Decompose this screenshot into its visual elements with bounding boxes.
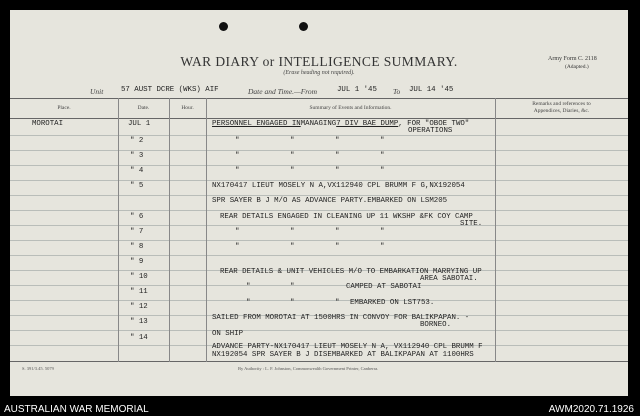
ditto-mark: " (235, 228, 240, 236)
ditto-mark: " (235, 167, 240, 175)
date-from-value: JUL 1 '45 (337, 86, 377, 94)
date-cell: " 6 (130, 213, 144, 221)
row-rule (10, 165, 628, 166)
ditto-mark: " (290, 167, 295, 175)
ditto-mark: " (235, 152, 240, 160)
column-divider (118, 98, 119, 362)
summary-line: ADVANCE PARTY-NX170417 LIEUT MOSELY N A, VX112940 CPL BRUMM F (212, 343, 483, 351)
row-rule (10, 180, 628, 181)
summary-line: REAR DETAILS & UNIT VEHICLES M/O TO EMBARKATION MARRYING UP (220, 268, 482, 276)
row-rule (10, 285, 628, 286)
date-cell: " 4 (130, 167, 144, 175)
date-to-label: To (393, 87, 401, 96)
summary-line: SITE. (460, 220, 483, 228)
form-subtitle: (Erase heading not required). (283, 70, 355, 76)
ditto-mark: " (290, 243, 295, 251)
summary-fragment: , FOR "OBOE TWO" (398, 120, 470, 128)
war-diary-page (10, 10, 628, 396)
ditto-mark: " (290, 137, 295, 145)
punch-hole-left (219, 22, 228, 31)
date-cell: " 13 (130, 318, 148, 326)
summary-line: NX192054 SPR SAYER B J DISEMBARKED AT BALIKPAPAN AT 1100HRS (212, 351, 474, 359)
header-bottom-rule (10, 118, 628, 119)
ditto-mark: " (335, 228, 340, 236)
caption-accession-number: AWM2020.71.1926 (548, 404, 634, 415)
column-divider (169, 98, 170, 362)
unit-value: 57 AUST DCRE (WKS) AIF (121, 86, 219, 94)
summary-line: ON SHIP (212, 330, 244, 338)
column-header-hour: Hour. (181, 105, 194, 111)
date-cell: " 12 (130, 303, 148, 311)
date-cell: " 3 (130, 152, 144, 160)
summary-line: REAR DETAILS ENGAGED IN CLEANING UP 11 WKSHP &FK COY CAMP (220, 213, 473, 221)
ditto-mark: " (380, 137, 385, 145)
row-rule (10, 240, 628, 241)
column-divider (206, 98, 207, 362)
ditto-mark: " (290, 283, 295, 291)
row-rule (10, 255, 628, 256)
ditto-mark: " (380, 167, 385, 175)
row-rule (10, 210, 628, 211)
ditto-mark: " (235, 137, 240, 145)
ditto-mark: " (246, 283, 251, 291)
form-adapted-note: (Adapted.) (565, 64, 589, 70)
date-cell: " 11 (130, 288, 148, 296)
summary-line: AREA SABOTAI. (420, 275, 478, 283)
date-to-value: JUL 14 '45 (409, 86, 454, 94)
ditto-mark: " (335, 137, 340, 145)
date-cell: " 14 (130, 334, 148, 342)
unit-label: Unit (90, 87, 104, 96)
column-header-summary: Summary of Events and Information. (309, 105, 392, 111)
summary-fragment: PERSONNEL ENGAGED IN (212, 120, 301, 128)
date-cell: " 2 (130, 137, 144, 145)
row-rule (10, 195, 628, 196)
summary-fragment: MANAGING (300, 120, 337, 128)
date-cell: " 10 (130, 273, 148, 281)
form-title: WAR DIARY or INTELLIGENCE SUMMARY. (180, 54, 458, 69)
column-divider (495, 98, 496, 362)
date-cell: " 9 (130, 258, 144, 266)
row-rule (10, 150, 628, 151)
summary-line: SPR SAYER B J M/O AS ADVANCE PARTY.EMBARKED ON LSM205 (212, 197, 448, 205)
column-header-remarks (495, 101, 628, 115)
row-rule (10, 330, 628, 331)
summary-line: OPERATIONS (408, 127, 453, 135)
row-rule (10, 300, 628, 301)
summary-line: BORNEO. (420, 321, 452, 329)
ditto-mark: " (290, 228, 295, 236)
ditto-mark: " (290, 299, 295, 307)
ditto-mark: " (246, 299, 251, 307)
ditto-mark: " (335, 243, 340, 251)
punch-hole-right (299, 22, 308, 31)
date-cell: " 7 (130, 228, 144, 236)
date-cell: JUL 1 (128, 120, 151, 128)
ditto-mark: " (380, 228, 385, 236)
date-cell: " 8 (130, 243, 144, 251)
table-bottom-rule (10, 361, 628, 362)
form-number: Army Form C. 2118 (548, 56, 597, 62)
summary-line: EMBARKED ON LST753. (350, 299, 435, 307)
row-rule (10, 135, 628, 136)
footer-authority: By Authority : L. F. Johnston, Commonwealth Government Printer, Canberra. (238, 366, 379, 371)
ditto-mark: " (380, 152, 385, 160)
date-cell: " 5 (130, 182, 144, 190)
place-cell: MOROTAI (32, 120, 64, 128)
footer-print-ref: S. 391/3.45. 5079 (22, 366, 54, 371)
ditto-mark: " (335, 167, 340, 175)
ditto-mark: " (335, 299, 340, 307)
ditto-mark: " (335, 152, 340, 160)
remarks-header-line: Appendices, Diaries, &c. (533, 108, 590, 114)
summary-line: SAILED FROM MOROTAI AT 1500HRS IN CONVOY FOR BALIKPAPAN. - (212, 314, 470, 322)
summary-line: CAMPED AT SABOTAI (346, 283, 422, 291)
table-top-rule (10, 98, 628, 99)
summary-line: NX170417 LIEUT MOSELY N A,VX112940 CPL BRUMM F G,NX192054 (212, 182, 465, 190)
summary-fragment: 7 DIV BAE DUMP (336, 120, 399, 128)
caption-institution: AUSTRALIAN WAR MEMORIAL (4, 404, 149, 415)
column-header-place: Place. (57, 105, 71, 111)
column-header-date: Date. (137, 105, 150, 111)
remarks-header-line: Remarks and references to (532, 101, 591, 107)
row-rule (10, 225, 628, 226)
date-label: Date and Time.—From (248, 87, 318, 96)
ditto-mark: " (290, 152, 295, 160)
ditto-mark: " (380, 243, 385, 251)
ditto-mark: " (235, 243, 240, 251)
